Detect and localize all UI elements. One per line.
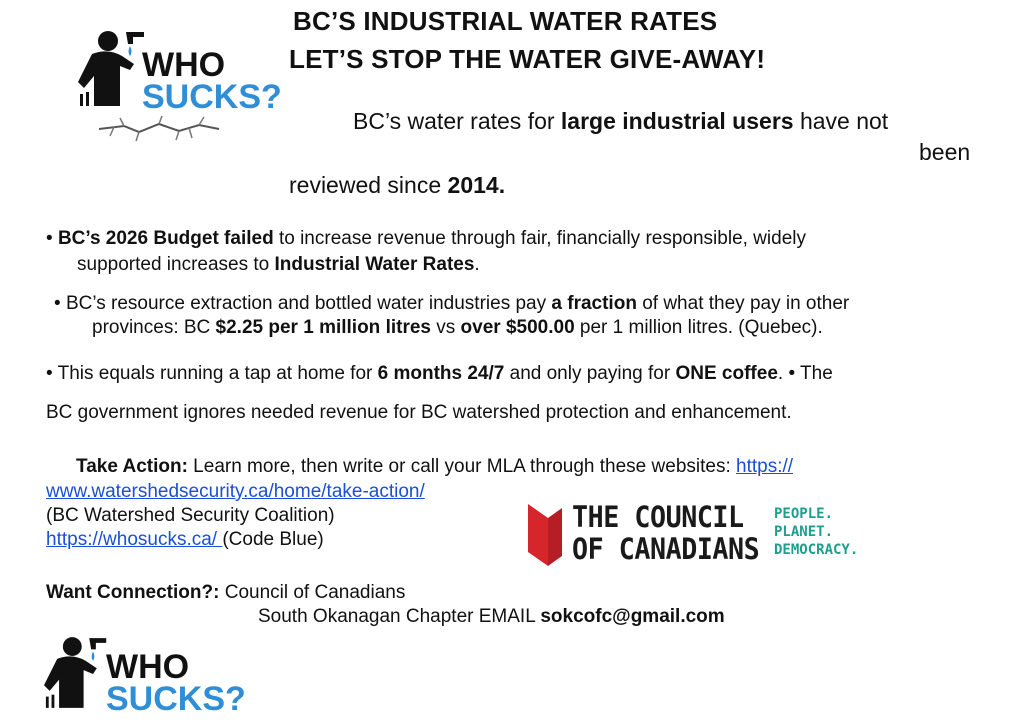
intro-line1: BC’s water rates for large industrial users have not: [353, 108, 889, 134]
cracked-earth-icon: [94, 114, 224, 144]
red-chevron-flag-icon: [528, 504, 562, 566]
bullet-2-line2: provinces: BC $2.25 per 1 million litres vs over $500.00 per 1 million litres. (Quebec).: [92, 317, 823, 338]
who-sucks-logo-top: [78, 28, 282, 146]
whosucks-line: https://whosucks.ca/ (Code Blue): [46, 529, 324, 550]
who-sucks-logo-bottom: [44, 634, 246, 726]
council-title-line2: OF CANADIANS: [572, 532, 760, 566]
council-tag-people: PEOPLE.: [774, 506, 834, 522]
org-watershed-coalition: (BC Watershed Security Coalition): [46, 505, 335, 526]
bullet-1-line2: supported increases to Industrial Water Rates.: [77, 254, 480, 275]
council-tag-democracy: DEMOCRACY.: [774, 542, 859, 558]
take-action-line1: Take Action: Learn more, then write or call your MLA through these websites: https://: [76, 456, 794, 477]
council-of-canadians-logo: [528, 500, 888, 570]
person-drinking-tap-icon: [78, 28, 148, 110]
connection-line1: Want Connection?: Council of Canadians: [46, 582, 406, 603]
whosucks-link[interactable]: https://whosucks.ca/: [46, 529, 223, 550]
take-action-link-part1[interactable]: https://: [736, 456, 794, 477]
page-title-line2: LET’S STOP THE WATER GIVE-AWAY!: [289, 44, 766, 74]
contact-email: sokcofc@gmail.com: [540, 606, 725, 627]
take-action-link-part2[interactable]: www.watershedsecurity.ca/home/take-action/: [46, 481, 425, 502]
intro-line2: been: [919, 139, 971, 165]
sucks-word: SUCKS?: [106, 680, 246, 718]
council-tag-planet: PLANET.: [774, 524, 834, 540]
council-title-line1: THE COUNCIL: [572, 500, 744, 534]
bullet-3-line2: BC government ignores needed revenue for BC watershed protection and enhancement.: [46, 402, 792, 423]
intro-line3: reviewed since 2014.: [289, 172, 506, 198]
who-word: WHO: [106, 648, 190, 686]
page-title-line1: BC’S INDUSTRIAL WATER RATES: [293, 6, 718, 36]
connection-line2: South Okanagan Chapter EMAIL sokcofc@gmail.com: [258, 606, 725, 627]
bullet-2-line1: • BC’s resource extraction and bottled water industries pay a fraction of what they pay in other: [54, 293, 850, 314]
bullet-3-line1: • This equals running a tap at home for 6 months 24/7 and only paying for ONE coffee. • The: [46, 363, 833, 384]
take-action-line2: [46, 480, 425, 504]
sucks-word: SUCKS?: [142, 78, 282, 116]
who-word: WHO: [142, 46, 226, 84]
person-drinking-tap-icon: [44, 634, 110, 712]
bullet-1-line1: • BC’s 2026 Budget failed to increase revenue through fair, financially responsible, widely: [46, 228, 806, 249]
